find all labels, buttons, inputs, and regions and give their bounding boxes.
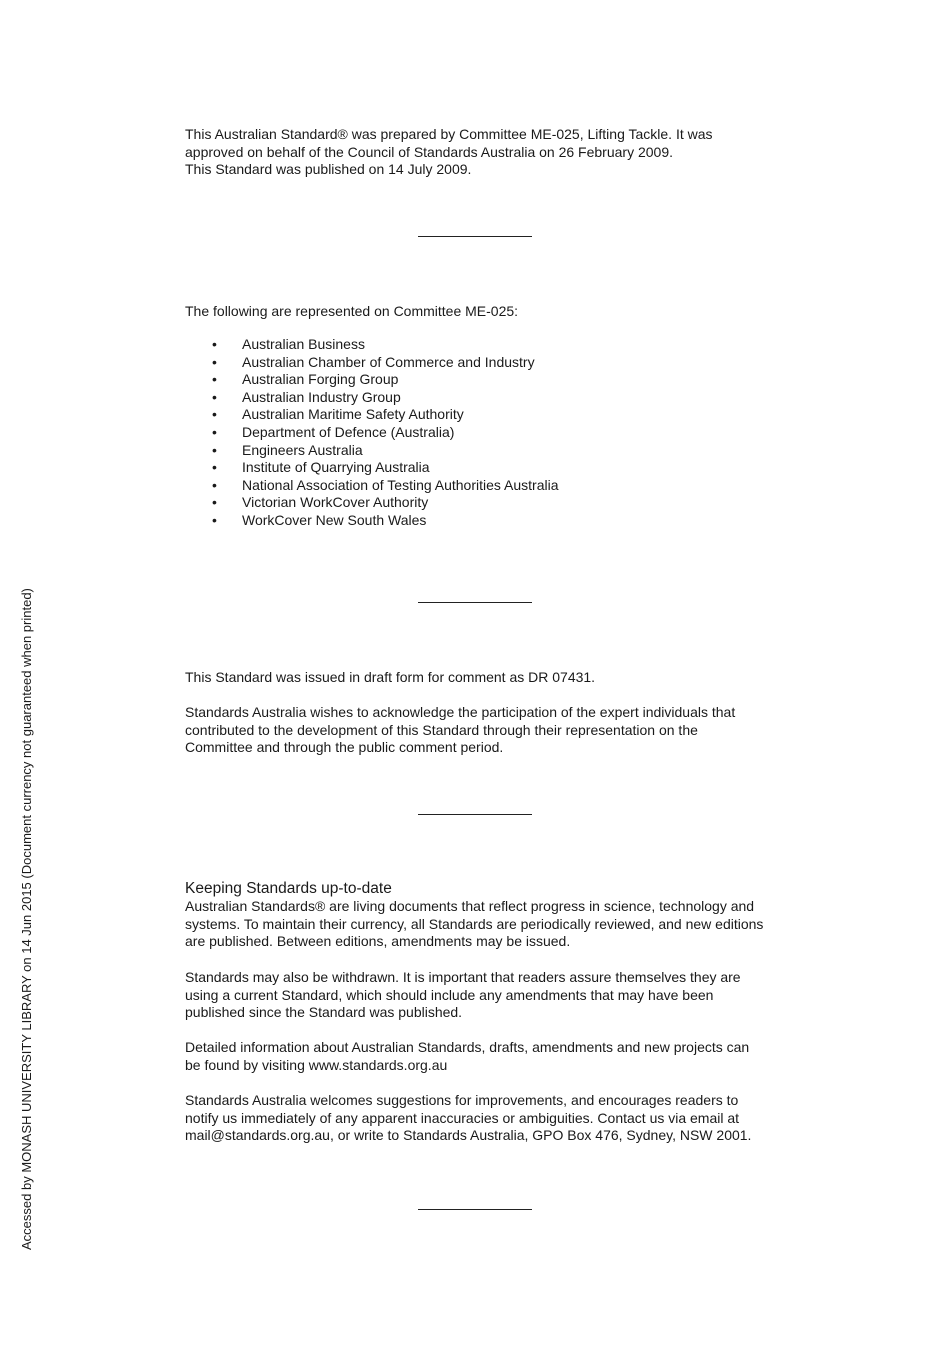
suggestions-line: mail@standards.org.au, or write to Standards Australia, GPO Box 476, Sydney, NSW 2001. bbox=[185, 1127, 752, 1144]
keeping-paragraph-line: Australian Standards® are living documents that reflect progress in science, technology and bbox=[185, 898, 755, 914]
bullet-icon: • bbox=[212, 494, 217, 511]
bullet-icon: • bbox=[212, 476, 217, 493]
committee-intro-text: The following are represented on Committee ME-025: bbox=[185, 303, 519, 319]
bullet-icon: • bbox=[212, 406, 217, 423]
acknowledgement-line: Committee and through the public comment period. bbox=[185, 739, 504, 756]
list-item: • Australian Chamber of Commerce and Industry bbox=[212, 353, 535, 370]
bullet-icon: • bbox=[212, 423, 217, 440]
approval-paragraph bbox=[185, 126, 785, 179]
withdrawn-paragraph bbox=[185, 969, 785, 1022]
acknowledgement-line: Standards Australia wishes to acknowledge the participation of the expert individuals that bbox=[185, 704, 736, 720]
keeping-section bbox=[185, 880, 785, 951]
approval-line: This Standard was published on 14 July 2009. bbox=[185, 161, 472, 178]
withdrawn-line: using a current Standard, which should include any amendments that may have been bbox=[185, 986, 714, 1003]
committee-member-list bbox=[185, 336, 558, 530]
bullet-icon: • bbox=[212, 388, 217, 405]
section-divider bbox=[418, 1209, 532, 1210]
bullet-icon: • bbox=[212, 336, 217, 352]
information-line: be found by visiting www.standards.org.au bbox=[185, 1056, 448, 1073]
bullet-icon: • bbox=[212, 353, 217, 370]
suggestions-line: notify us immediately of any apparent inaccuracies or ambiguities. Contact us via email at bbox=[185, 1109, 740, 1126]
keeping-paragraph-line: are published. Between editions, amendments may be issued. bbox=[185, 933, 571, 950]
list-item: • WorkCover New South Wales bbox=[212, 511, 427, 528]
section-divider bbox=[418, 814, 532, 815]
draft-paragraph bbox=[185, 669, 785, 687]
committee-intro bbox=[185, 303, 785, 321]
approval-line: approved on behalf of the Council of Standards Australia on 26 February 2009. bbox=[185, 143, 673, 160]
keeping-paragraph-line: systems. To maintain their currency, all Standards are periodically reviewed, and new editions bbox=[185, 915, 764, 932]
bullet-icon: • bbox=[212, 511, 217, 528]
list-item: • Department of Defence (Australia) bbox=[212, 423, 455, 440]
bullet-icon: • bbox=[212, 441, 217, 458]
list-item: • Australian Business bbox=[212, 336, 365, 352]
section-heading: Keeping Standards up-to-date bbox=[185, 880, 392, 897]
bullet-icon: • bbox=[212, 459, 217, 476]
list-item: • Australian Maritime Safety Authority bbox=[212, 406, 464, 423]
withdrawn-line: published since the Standard was published. bbox=[185, 1004, 463, 1021]
list-item: • National Association of Testing Authorities Australia bbox=[212, 476, 559, 493]
withdrawn-line: Standards may also be withdrawn. It is important that readers assure themselves they are bbox=[185, 969, 741, 985]
access-watermark: Accessed by MONASH UNIVERSITY LIBRARY on 14 Jun 2015 (Document currency not guaranteed when printed) bbox=[19, 588, 34, 1250]
suggestions-line: Standards Australia welcomes suggestions for improvements, and encourages readers to bbox=[185, 1092, 739, 1108]
approval-line: This Australian Standard® was prepared by Committee ME-025, Lifting Tackle. It was bbox=[185, 126, 713, 142]
acknowledgement-paragraph bbox=[185, 704, 785, 757]
draft-issued-text: This Standard was issued in draft form for comment as DR 07431. bbox=[185, 669, 596, 685]
list-item: • Victorian WorkCover Authority bbox=[212, 494, 429, 511]
section-divider bbox=[418, 236, 532, 237]
list-item: • Institute of Quarrying Australia bbox=[212, 459, 430, 476]
bullet-icon: • bbox=[212, 371, 217, 388]
information-line: Detailed information about Australian Standards, drafts, amendments and new projects can bbox=[185, 1039, 750, 1055]
list-item: • Australian Industry Group bbox=[212, 388, 401, 405]
suggestions-paragraph bbox=[185, 1092, 785, 1145]
list-item: • Australian Forging Group bbox=[212, 371, 399, 388]
section-divider bbox=[418, 602, 532, 603]
acknowledgement-line: contributed to the development of this Standard through their representation on the bbox=[185, 721, 698, 738]
information-paragraph bbox=[185, 1039, 785, 1074]
list-item: • Engineers Australia bbox=[212, 441, 363, 458]
